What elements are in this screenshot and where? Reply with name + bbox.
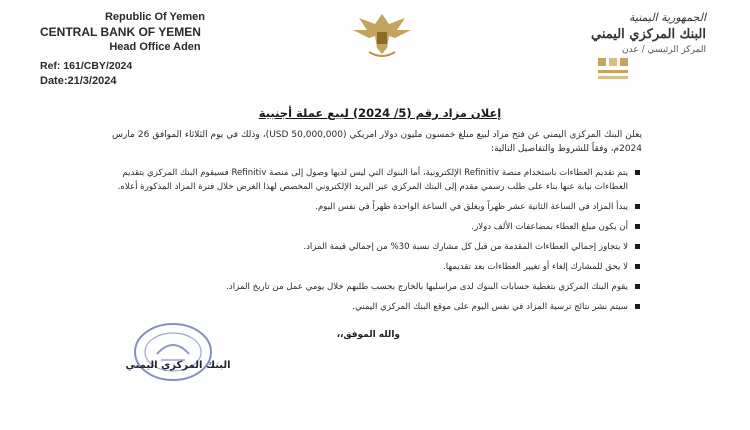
list-item: لا يحق للمشارك إلغاء أو تغيير العطاءات بعد تقديمها. bbox=[112, 260, 642, 274]
notice-title: إعلان مزاد رقم (5/ 2024) لبيع عملة أجنبية bbox=[258, 106, 502, 120]
bank-name: CENTRAL BANK OF YEMEN bbox=[40, 25, 201, 39]
list-item: سيتم نشر نتائج ترسية المزاد في نفس اليوم على موقع البنك المركزي اليمني. bbox=[112, 300, 642, 314]
eagle-emblem-icon bbox=[347, 8, 417, 60]
list-item: يتم تقديم العطاءات باستخدام منصة Refinitiv الإلكترونية، أما البنوك التي ليس لديها وصول إلى منصة Refinitiv فسيقوم البنك المركزي بتقديم العطاءات نيابة عنها بناء على طلب رسمي مقدم إلى البنك المركزي عبر البريد الإلكتروني المخصص لهذا الغرض خلال فترة المزاد المذكورة أعلاه. bbox=[112, 166, 642, 194]
document-date: Date:21/3/2024 bbox=[40, 75, 117, 87]
signature-block: البنك المركزي اليمني bbox=[125, 360, 231, 371]
arabic-bank-name: البنك المركزي اليمني bbox=[591, 27, 706, 42]
list-item: لا يتجاوز إجمالي العطاءات المقدمة من قبل كل مشارك نسبة 30% من إجمالي قيمة المزاد. bbox=[112, 240, 642, 254]
list-item: يقوم البنك المركزي بتغطية حسابات البنوك لدى مراسليها بالخارج بحسب طلبهم خلال يومي عمل من تاريخ المزاد. bbox=[112, 280, 642, 294]
official-stamp-icon bbox=[127, 318, 219, 386]
reference-number: Ref: 161/CBY/2024 bbox=[40, 60, 133, 72]
letterhead-english bbox=[40, 10, 270, 89]
arabic-office-name: المركز الرئيسي / عدن bbox=[622, 45, 706, 55]
terms-list bbox=[112, 166, 642, 320]
notice-intro: يعلن البنك المركزي اليمني عن فتح مزاد لبيع مبلغ خمسون مليون دولار امريكي (50,000,000 USD)، وذلك في يوم الثلاثاء الموافق 26 مارس 2024م، وفقاً للشروط والتفاصيل التالية: bbox=[112, 130, 642, 154]
office-name: Head Office Aden bbox=[109, 41, 201, 53]
arabic-country-name: الجمهورية اليمنية bbox=[628, 11, 706, 24]
bank-logo-icon bbox=[596, 56, 630, 82]
letterhead-arabic bbox=[506, 10, 706, 56]
list-item: أن يكون مبلغ العطاء بمضاعفات الألف دولار. bbox=[112, 220, 642, 234]
list-item: يبدأ المزاد في الساعة الثانية عشر ظهراً ويغلق في الساعة الواحدة ظهراً في نفس اليوم. bbox=[112, 200, 642, 214]
closing-line: والله الموفق،، bbox=[336, 330, 400, 340]
country-name: Republic Of Yemen bbox=[104, 11, 206, 23]
